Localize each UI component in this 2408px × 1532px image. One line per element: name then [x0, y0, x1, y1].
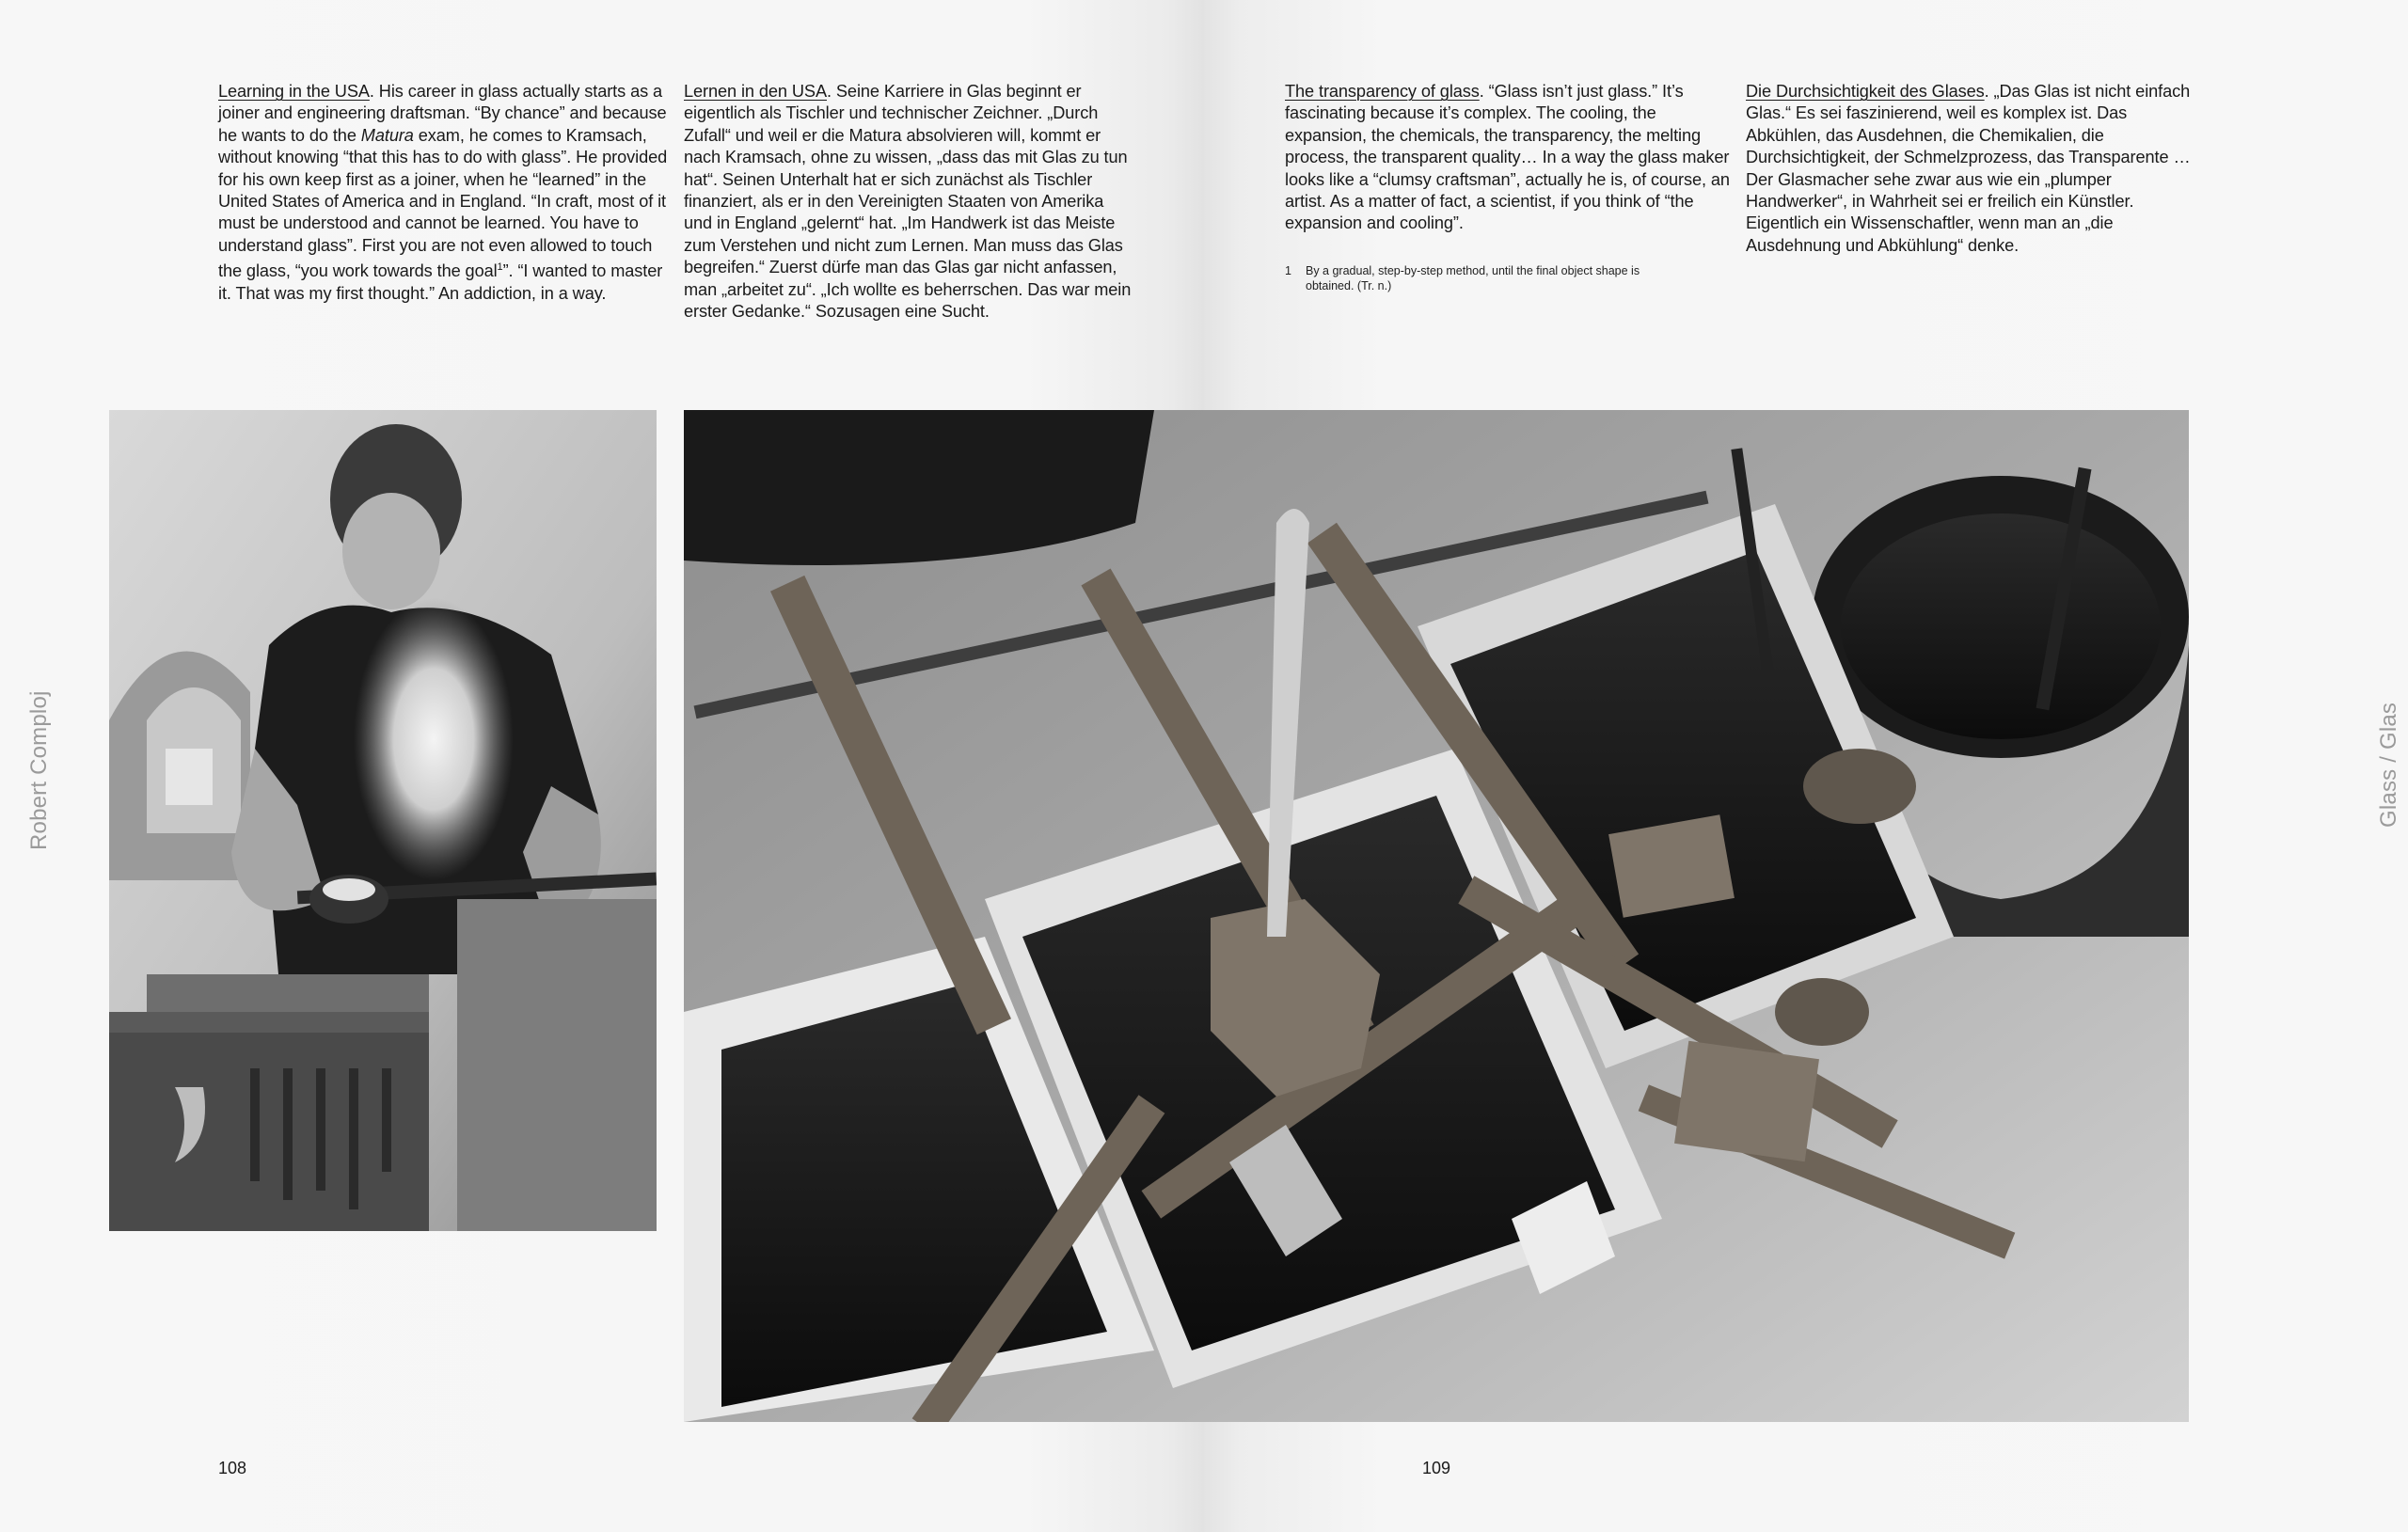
- column-german-durchsichtigkeit: [1746, 81, 2197, 257]
- side-label-author: Robert Comploj: [26, 690, 52, 850]
- photo-glassblower-image: [109, 410, 657, 1231]
- footnote: [1285, 263, 1689, 293]
- side-label-section: Glass / Glas: [2376, 702, 2401, 828]
- footnote-marker: 1: [497, 261, 503, 274]
- body-text: . His career in glass actually starts as a joiner and engineering draftsman. “By chance” and because he wants to do the: [218, 82, 667, 145]
- footnote-text: By a gradual, step-by-step method, until the final object shape is obtained. (Tr. n.): [1306, 264, 1640, 292]
- page-number-right: 109: [1422, 1459, 1451, 1477]
- page-number-left: 108: [218, 1459, 247, 1477]
- body-text: exam, he comes to Kramsach, without knowing “that this has to do with glass”. He provided for his own keep first as a joiner, when he “learned” in the United States of America and in England. “In craft, most of it must be understood and cannot be learned. You have to understand glass”. First you are not even allowed to touch the glass, “you work towards the goal: [218, 125, 668, 281]
- body-text: . Seine Karriere in Glas beginnt er eigentlich als Tischler und technischer Zeichner. „Durch Zufall“ und weil er die Matura absolvieren will, kommt er nach Kramsach, ohne zu wissen, „dass das mit Glas zu tun hat“. Seinen Unterhalt hat er sich zunächst als Tischler finanziert, als er in den Vereinigten Staaten von Amerika und in England „gelernt“ hat. „Im Handwerk ist das Meiste zum Verstehen und nicht zum Lernen. Man muss das Glas begreifen.“ Zuerst dürfe man das Glas gar nicht anfassen, man „arbeitet zu“. „Ich wollte es beherrschen. Das war mein erster Gedanke.“ Sozusagen eine Sucht.: [684, 82, 1132, 322]
- body-text: . “Glass isn’t just glass.” It’s fascinating because it’s complex. The cooling, the expansion, the chemicals, the transparency, the melting process, the transparent quality… In a way the glass maker looks like a “clumsy craftsman”, actually he is, of course, an artist. As a matter of fact, a scientist, if you think of “the expansion and cooling”.: [1285, 82, 1730, 233]
- body-text: ”. “I wanted to master it. That was my first thought.” An addiction, in a way.: [218, 261, 663, 303]
- paragraph-durchsichtigkeit: [1746, 81, 2197, 257]
- paragraph-learning-usa: [218, 81, 670, 305]
- paragraph-lernen-usa: [684, 81, 1135, 323]
- lead-heading: Lernen in den USA: [684, 82, 827, 101]
- photo-glass-tools-image: [684, 410, 2189, 1422]
- column-german-lernen: [684, 81, 1135, 323]
- body-italic: Matura: [360, 125, 414, 145]
- paragraph-transparency: [1285, 81, 1736, 235]
- column-english-learning: [218, 81, 670, 305]
- lead-heading: The transparency of glass: [1285, 82, 1480, 101]
- lead-heading: Die Durchsichtigkeit des Glases: [1746, 82, 1985, 101]
- lead-heading: Learning in the USA: [218, 82, 370, 101]
- footnote-number: 1: [1285, 264, 1291, 277]
- photo-glassblower: [109, 410, 657, 1231]
- body-text: . „Das Glas ist nicht einfach Glas.“ Es sei faszinierend, weil es komplex ist. Das Abkühlen, das Ausdehnen, die Chemikalien, die Durchsichtigkeit, der Schmelzprozess, das Transparente … Der Glasmacher sehe zwar aus wie ein „plumper Handwerker“, in Wahrheit sei er freilich ein Künstler. Eigentlich ein Wissenschaftler, wenn man an „die Ausdehnung und Abkühlung“ denke.: [1746, 82, 2191, 255]
- photo-glass-tools: [684, 410, 2189, 1422]
- column-english-transparency: [1285, 81, 1736, 235]
